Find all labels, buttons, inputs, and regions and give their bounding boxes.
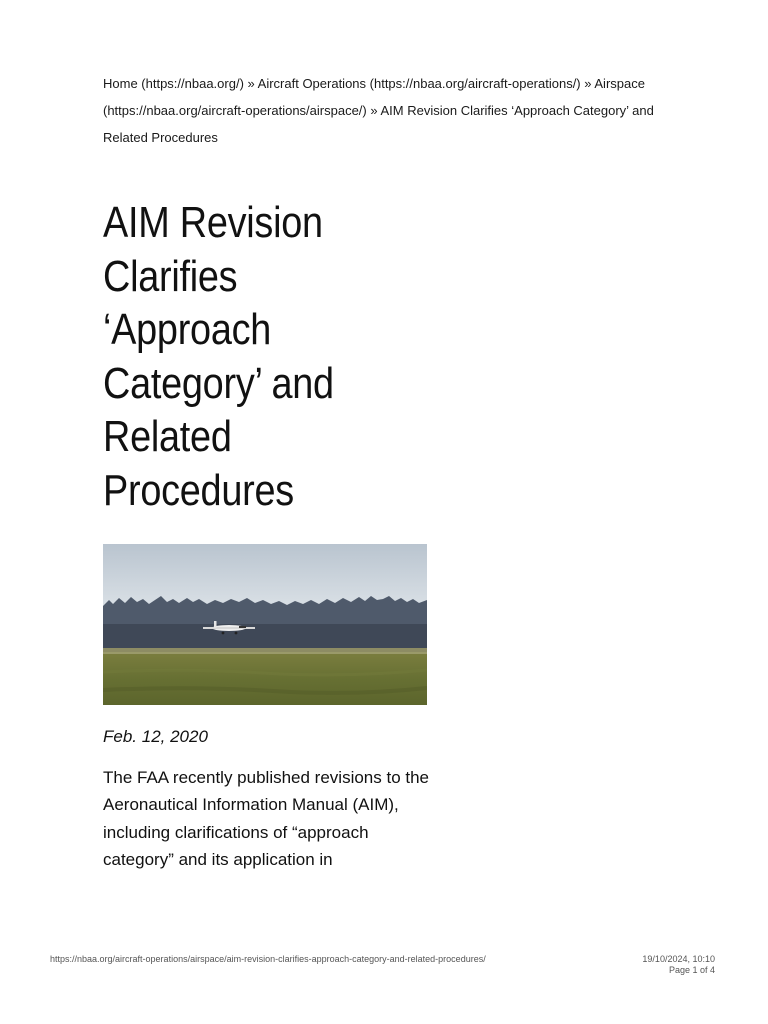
post-date: Feb. 12, 2020 (103, 727, 208, 746)
page-title: AIM Revision Clarifies ‘Approach Category’ and Related Procedures (103, 198, 334, 515)
breadcrumb-link-airspace[interactable]: Airspace (https://nbaa.org/aircraft-operations/airspace/) (103, 76, 645, 118)
breadcrumb-current: AIM Revision Clarifies ‘Approach Category’ and Related Procedures (103, 103, 654, 145)
grass-field (103, 652, 427, 705)
breadcrumb-link-aircraft-operations[interactable]: Aircraft Operations (https://nbaa.org/aircraft-operations/) (257, 76, 581, 91)
footer-meta (642, 954, 715, 976)
article-body-text: The FAA recently published revisions to the Aeronautical Information Manual (AIM), including clarifications of “approach category” and its application in (103, 768, 430, 870)
footer-datetime: 19/10/2024, 10:10 (642, 954, 715, 964)
breadcrumb (103, 70, 673, 151)
tree-band (103, 624, 427, 652)
breadcrumb-separator: » (366, 103, 381, 118)
breadcrumb-separator: » (580, 76, 595, 91)
breadcrumb-link-home[interactable]: Home (https://nbaa.org/) (103, 76, 244, 91)
hero-image-airplane-landing (103, 544, 427, 705)
footer-page-url: https://nbaa.org/aircraft-operations/airspace/aim-revision-clarifies-approach-category-and-related-procedures/ (50, 954, 486, 964)
footer-page-number: Page 1 of 4 (668, 965, 715, 975)
breadcrumb-separator: » (243, 76, 258, 91)
